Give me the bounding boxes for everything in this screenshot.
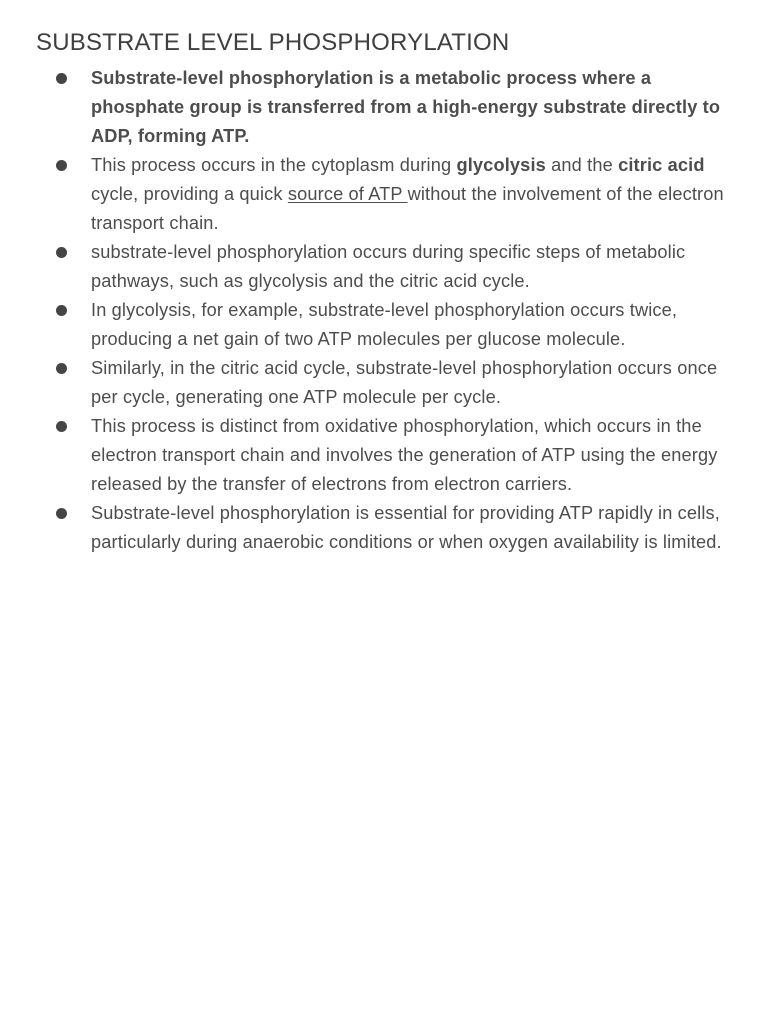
bullet-dot-icon — [56, 73, 67, 84]
bullet-item-1 — [36, 64, 736, 151]
bullet-dot-icon — [56, 160, 67, 171]
bullet-item-3 — [36, 238, 736, 296]
bullet-text: substrate-level phosphorylation occurs during specific steps of metabolic pathways, such as glycolysis and the citric acid cycle. — [91, 242, 686, 291]
bullet-text-part: cycle, providing a quick — [91, 184, 288, 204]
bullet-text-part: without the involvement of the electron transport chain. — [91, 184, 724, 233]
bullet-dot-icon — [56, 421, 67, 432]
source-of-atp-link[interactable]: source of ATP — [287, 184, 408, 204]
bullet-dot-icon — [56, 363, 67, 374]
bullet-text-part: and the — [545, 155, 619, 175]
page-title: SUBSTRATE LEVEL PHOSPHORYLATION — [36, 29, 510, 56]
bullet-item-7 — [36, 499, 736, 557]
bullet-dot-icon — [56, 508, 67, 519]
bullet-text: Similarly, in the citric acid cycle, substrate-level phosphorylation occurs once per cycle, generating one ATP molecule per cycle. — [91, 358, 718, 407]
bullet-dot-icon — [56, 305, 67, 316]
bullet-item-2 — [36, 151, 736, 238]
bullet-dot-icon — [56, 247, 67, 258]
bullet-text: Substrate-level phosphorylation is a metabolic process where a phosphate group is transferred from a high-energy substrate directly to ADP, forming ATP. — [91, 68, 721, 146]
bullet-item-4 — [36, 296, 736, 354]
bullet-item-5 — [36, 354, 736, 412]
bullet-list — [36, 64, 736, 557]
bullet-text: In glycolysis, for example, substrate-level phosphorylation occurs twice, producing a net gain of two ATP molecules per glucose molecule. — [91, 300, 678, 349]
bullet-text: This process is distinct from oxidative phosphorylation, which occurs in the electron transport chain and involves the generation of ATP using the energy released by the transfer of electrons from electron carriers. — [91, 416, 718, 494]
bold-term-glycolysis: glycolysis — [456, 155, 546, 175]
bullet-item-6 — [36, 412, 736, 499]
bullet-text: Substrate-level phosphorylation is essential for providing ATP rapidly in cells, particularly during anaerobic conditions or when oxygen availability is limited. — [91, 503, 722, 552]
bullet-text-part: This process occurs in the cytoplasm during — [91, 155, 457, 175]
bold-term-citric-acid: citric acid — [618, 155, 705, 175]
